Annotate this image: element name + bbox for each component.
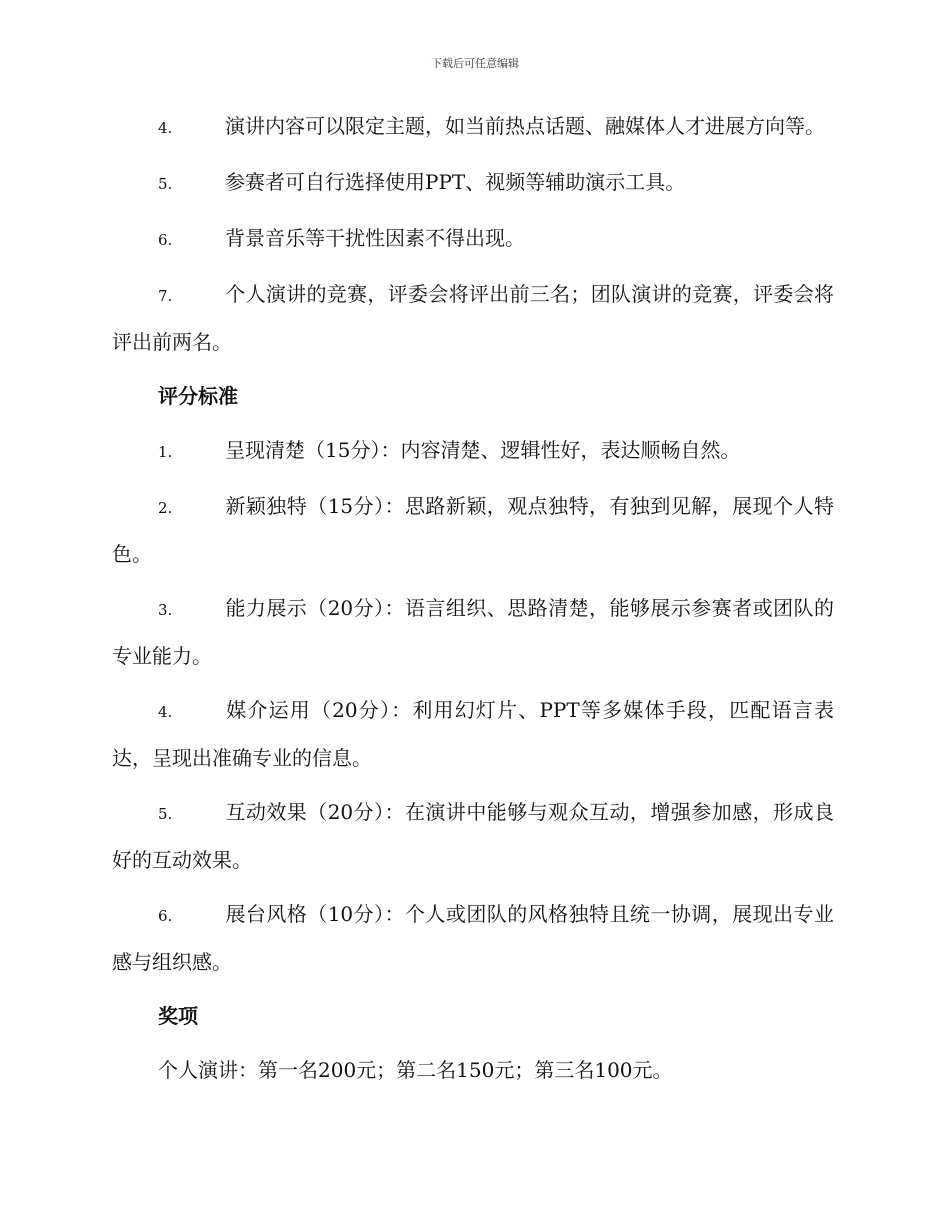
section-heading-awards: 奖项 xyxy=(158,1004,198,1028)
scoring-item xyxy=(112,427,834,475)
item-number: 4. xyxy=(158,119,173,137)
item-text: 参赛者可自行选择使用PPT、视频等辅助演示工具。 xyxy=(225,170,686,194)
item-text: 背景音乐等干扰性因素不得出现。 xyxy=(225,226,525,250)
scoring-item xyxy=(112,687,834,781)
item-number: 1. xyxy=(158,443,173,461)
item-text: 互动效果（20分）：在演讲中能够与观众互动，增强参加感，形成良好的互动效果。 xyxy=(112,800,834,872)
item-number: 3. xyxy=(158,601,173,619)
page-header: 下载后可任意编辑 xyxy=(431,57,519,70)
item-number: 5. xyxy=(158,175,173,193)
item-text: 演讲内容可以限定主题，如当前热点话题、融媒体人才进展方向等。 xyxy=(225,114,825,138)
item-text: 个人演讲的竞赛，评委会将评出前三名；团队演讲的竞赛，评委会将评出前两名。 xyxy=(112,282,834,354)
rule-item xyxy=(112,159,834,207)
item-number: 7. xyxy=(158,287,173,305)
item-number: 5. xyxy=(158,805,173,823)
scoring-item xyxy=(112,789,834,883)
item-number: 4. xyxy=(158,703,173,721)
item-number: 6. xyxy=(158,907,173,925)
section-heading-scoring: 评分标准 xyxy=(158,384,238,408)
item-text: 能力展示（20分）：语言组织、思路清楚，能够展示参赛者或团队的专业能力。 xyxy=(112,596,834,668)
item-text: 呈现清楚（15分）：内容清楚、逻辑性好，表达顺畅自然。 xyxy=(225,438,741,462)
rule-item xyxy=(112,271,834,365)
item-text: 展台风格（10分）：个人或团队的风格独特且统一协调，展现出专业感与组织感。 xyxy=(112,902,834,974)
rule-item xyxy=(112,103,834,151)
item-text: 媒介运用（20分）：利用幻灯片、PPT等多媒体手段，匹配语言表达，呈现出准确专业的信息。 xyxy=(112,698,834,770)
scoring-item xyxy=(112,483,834,577)
item-number: 2. xyxy=(158,499,173,517)
scoring-item xyxy=(112,891,834,985)
award-individual: 个人演讲：第一名200元；第二名150元；第三名100元。 xyxy=(158,1058,673,1082)
item-number: 6. xyxy=(158,231,173,249)
document-body xyxy=(112,103,834,1093)
rule-item xyxy=(112,215,834,263)
item-text: 新颖独特（15分）：思路新颖，观点独特，有独到见解，展现个人特色。 xyxy=(112,494,834,566)
scoring-item xyxy=(112,585,834,679)
